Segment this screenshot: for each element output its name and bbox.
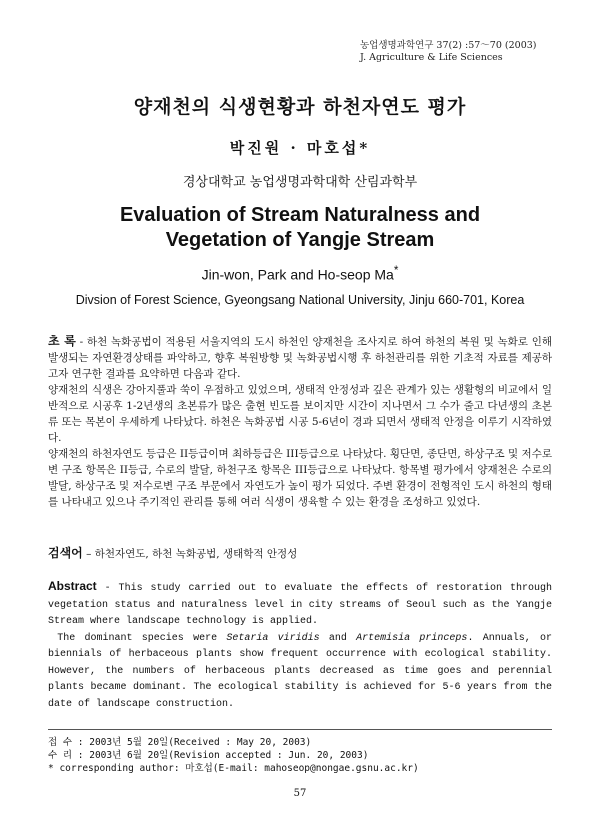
journal-name-en: J. Agriculture & Life Sciences: [360, 52, 503, 63]
authors-en: [0, 264, 600, 283]
footnote-divider: [48, 729, 552, 730]
paper-title-ko: 양재천의 식생현황과 하천자연도 평가: [133, 96, 467, 118]
abstract-en-text-1: - This study carried out to evaluate the effects of restoration through vegetation status and naturalness level in city streams of Seoul such as the Yangje Stream where landscape technology is applied.: [48, 583, 552, 627]
journal-header: [360, 40, 537, 64]
authors-en-names: Jin-won, Park and Ho-seop Ma: [201, 266, 394, 283]
abstract-en-para-1: [48, 578, 552, 631]
paper-title-en: [0, 203, 600, 253]
abstract-en: [48, 578, 552, 713]
abstract-ko-para-2: 양재천의 식생은 강아지풀과 쑥이 우점하고 있었으며, 생태적 안정성과 깊은 관계가 있는 생활형의 비교에서 일반적으로 시공후 1-2년생의 초본류가 많은 출현 빈도를 보이지만 시간이 지나면서 그 수가 줄고 다년생의 초본류 또는 목본이 우세하게 나타났다. 하천은 녹화공법 시공 5-6년이 경과 되면서 생태적 안정을 이루기 시작하였다.: [48, 384, 552, 444]
footnote-received: 접 수 : 2003년 5월 20일(Received : May 20, 2003): [48, 737, 312, 748]
page-number: 57: [293, 788, 307, 799]
corresponding-author-mark: *: [393, 264, 399, 277]
keywords-ko: [48, 545, 552, 562]
abstract-en-para-2: [48, 631, 552, 714]
abstract-ko-para-1: [48, 333, 552, 382]
keywords-ko-text: – 하천자연도, 하천 녹화공법, 생태학적 안정성: [86, 548, 298, 560]
journal-citation-ko: 농업생명과학연구 37(2) :57～70 (2003): [360, 40, 537, 51]
abstract-ko-text-1: - 하천 녹화공법이 적용된 서울지역의 도시 하천인 양재천을 조사지로 하여 하천의 복원 및 녹화로 인해 발생되는 자연환경상태를 파악하고, 향후 복원방향 및 녹화공법시행 후 하천관리를 위한 기초적 자료를 제공하고자 연구한 결과를 요약하면 다음과 같다.: [48, 336, 552, 380]
affiliation-en: Divsion of Forest Science, Gyeongsang National University, Jinju 660-701, Korea: [75, 293, 525, 307]
footnotes: [48, 736, 419, 775]
affiliation-ko: 경상대학교 농업생명과학대학 산림과학부: [182, 175, 418, 190]
species-setaria: Setaria viridis: [226, 632, 320, 644]
abstract-en-text-2a: The dominant species were: [57, 632, 227, 644]
authors-ko: 박진원 · 마호섭*: [229, 139, 371, 157]
abstract-en-text-2b: and: [319, 632, 357, 644]
abstract-en-label: Abstract: [48, 579, 97, 593]
abstract-ko-label: 초 록: [48, 334, 76, 348]
species-artemisia: Artemisia princeps: [356, 632, 468, 644]
footnote-revised: 수 리 : 2003년 6월 20일(Revision accepted : Jun. 20, 2003): [48, 750, 369, 761]
abstract-en-text-2c: . Annuals, or biennials of herbaceous plants show frequent occurrence with ecological stability. However, the numbers of herbaceous plants decreased as time goes and perennial plants became dominant. The ecological stability is achieved for 5-6 years from the date of landscape construction.: [48, 632, 552, 710]
paper-title-en-line2: Vegetation of Yangje Stream: [165, 229, 435, 251]
paper-title-en-line1: Evaluation of Stream Naturalness and: [119, 204, 481, 226]
abstract-ko-para-3: 양재천의 하천자연도 등급은 II등급이며 최하등급은 III등급으로 나타났다. 횡단면, 종단면, 하상구조 및 저수로변 구조 항목은 II등급, 수로의 발달, 하천구조 항목은 III등급으로 나타났다. 항목별 평가에서 양재천은 수로의 발달, 하상구조 및 저수로변 구조 부문에서 자연도가 높이 평가 되었다. 주변 환경이 전형적인 도시 하천의 형태를 나타내고 있으나 주기적인 관리를 통해 여러 식생이 생육할 수 있는 환경을 조성하고 있었다.: [48, 448, 552, 508]
abstract-ko: [48, 333, 552, 510]
footnote-corresponding: * corresponding author: 마호섭(E-mail: mahoseop@nongae.gsnu.ac.kr): [48, 763, 419, 774]
keywords-ko-label: 검색어: [48, 546, 83, 560]
